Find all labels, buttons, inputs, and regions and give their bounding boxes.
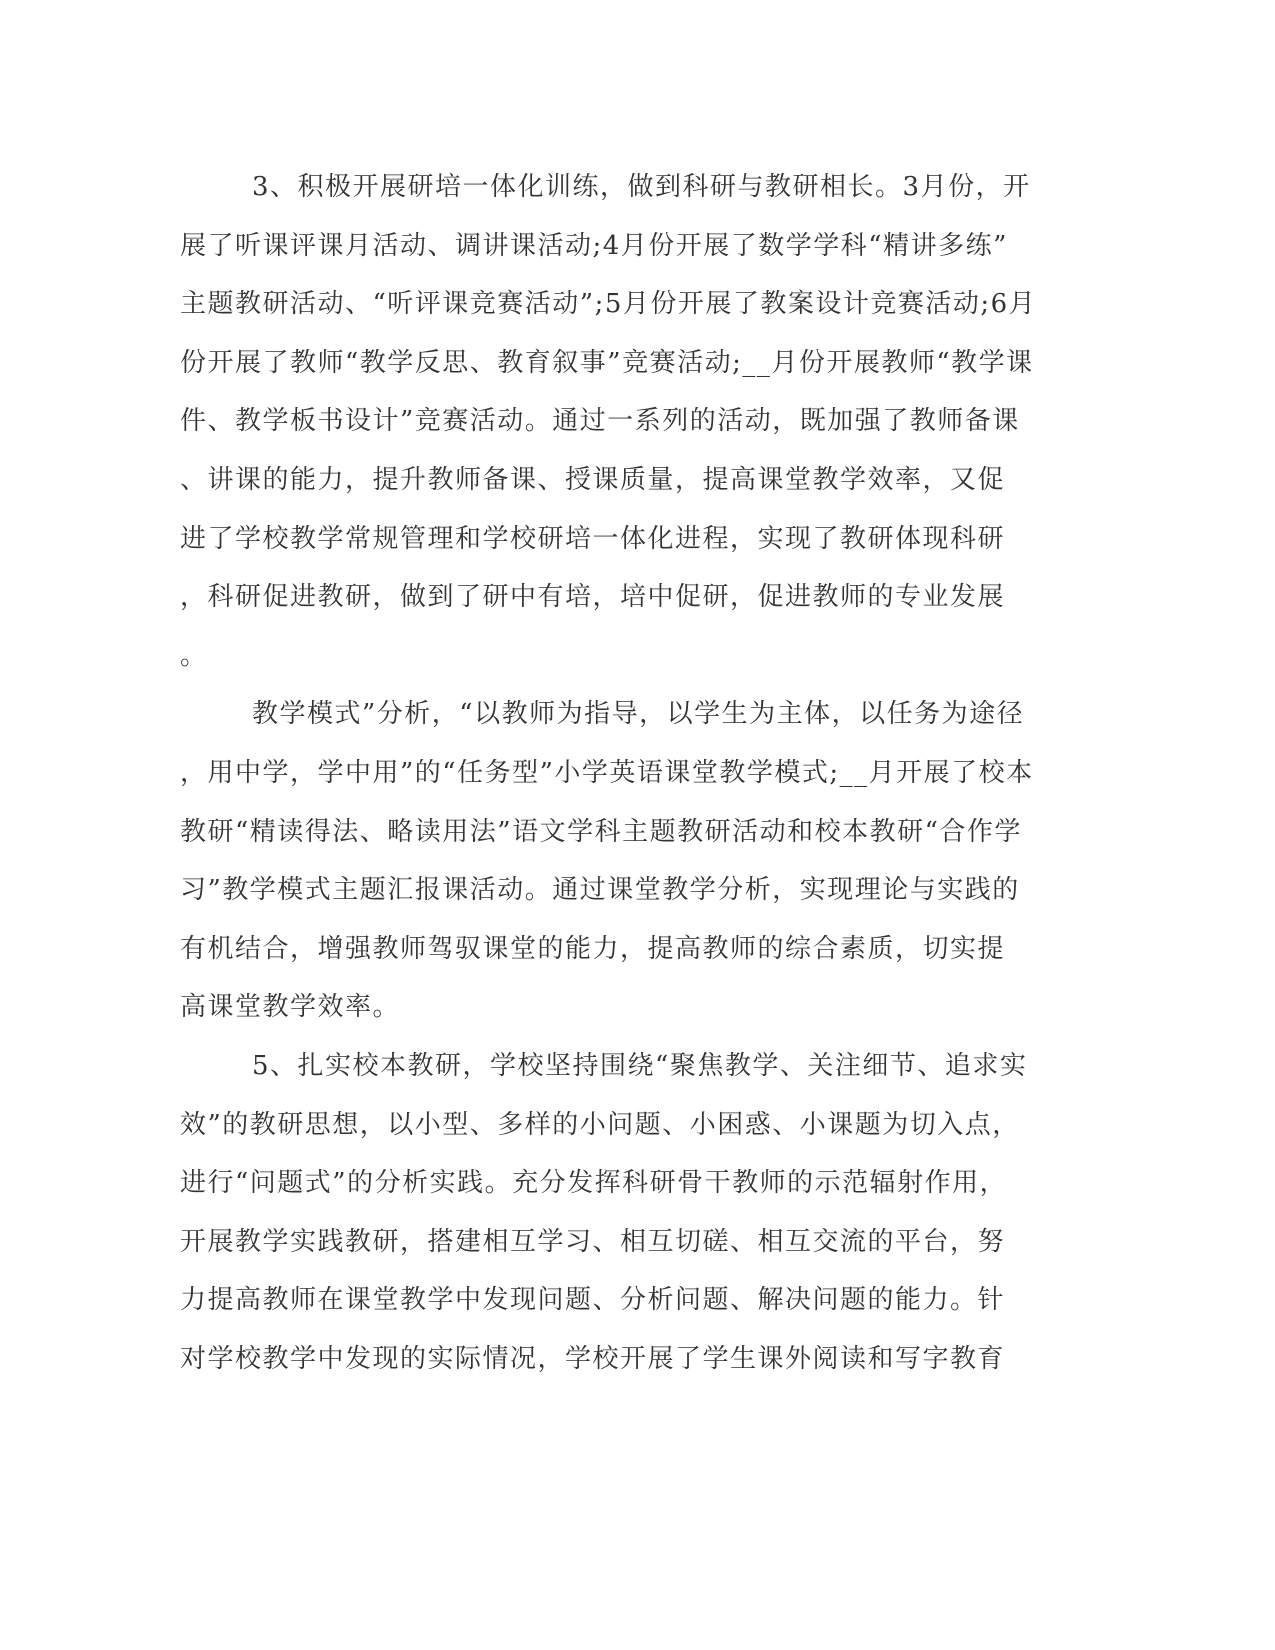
text-line: 效”的教研思想，以小型、多样的小问题、小困惑、小课题为切入点，: [180, 1109, 1020, 1140]
text-line: 教研“精读得法、略读用法”语文学科主题教研活动和校本教研“合作学: [180, 816, 1022, 847]
text-line: 3、积极开展研培一体化训练，做到科研与教研相长。3月份，开: [252, 172, 1031, 202]
text-line: 主题教研活动、“听评课竞赛活动”;5月份开展了教案设计竞赛活动;6月: [180, 289, 1037, 320]
text-line: 5、扎实校本教研，学校坚持围绕“聚焦教学、关注细节、追求实: [252, 1050, 1028, 1081]
text-line: 对学校教学中发现的实际情况，学校开展了学生课外阅读和写字教育: [180, 1343, 1006, 1374]
text-line: 进行“问题式”的分析实践。充分发挥科研骨干教师的示范辐射作用，: [180, 1168, 1008, 1199]
text-line: ，科研促进教研，做到了研中有培，培中促研，促进教师的专业发展: [180, 582, 1006, 613]
text-line: 习”教学模式主题汇报课活动。通过课堂教学分析，实现理论与实践的: [180, 875, 1020, 906]
text-line: 、讲课的能力，提升教师备课、授课质量，提高课堂教学效率，又促: [180, 464, 1006, 495]
text-line: 有机结合，增强教师驾驭课堂的能力，提高教师的综合素质，切实提: [180, 933, 1006, 964]
paragraph-5-school-research: [180, 1037, 1040, 1389]
text-line: 开展教学实践教研，搭建相互学习、相互切磋、相互交流的平台，努: [180, 1226, 1006, 1257]
text-line: 。: [180, 640, 208, 671]
text-line: 件、教学板书设计”竞赛活动。通过一系列的活动，既加强了教师备课: [180, 406, 1020, 437]
document-body: [180, 158, 1040, 1388]
text-line: 高课堂教学效率。: [180, 992, 401, 1023]
text-line: ，用中学，学中用”的“任务型”小学英语课堂教学模式;__月开展了校本: [180, 757, 1034, 788]
text-line: 份开展了教师“教学反思、教育叙事”竞赛活动;__月份开展教师“教学课: [180, 347, 1034, 378]
text-line: 力提高教师在课堂教学中发现问题、分析问题、解决问题的能力。针: [180, 1285, 1006, 1316]
text-line: 进了学校教学常规管理和学校研培一体化进程，实现了教研体现科研: [180, 523, 1006, 554]
text-line: 展了听课评课月活动、调讲课活动;4月份开展了数学学科“精讲多练”: [180, 230, 1008, 261]
paragraph-teaching-model: [180, 685, 1040, 1037]
paragraph-3-research-training: [180, 158, 1040, 685]
text-line: 教学模式”分析，“以教师为指导，以学生为主体，以任务为途径: [252, 699, 1025, 730]
